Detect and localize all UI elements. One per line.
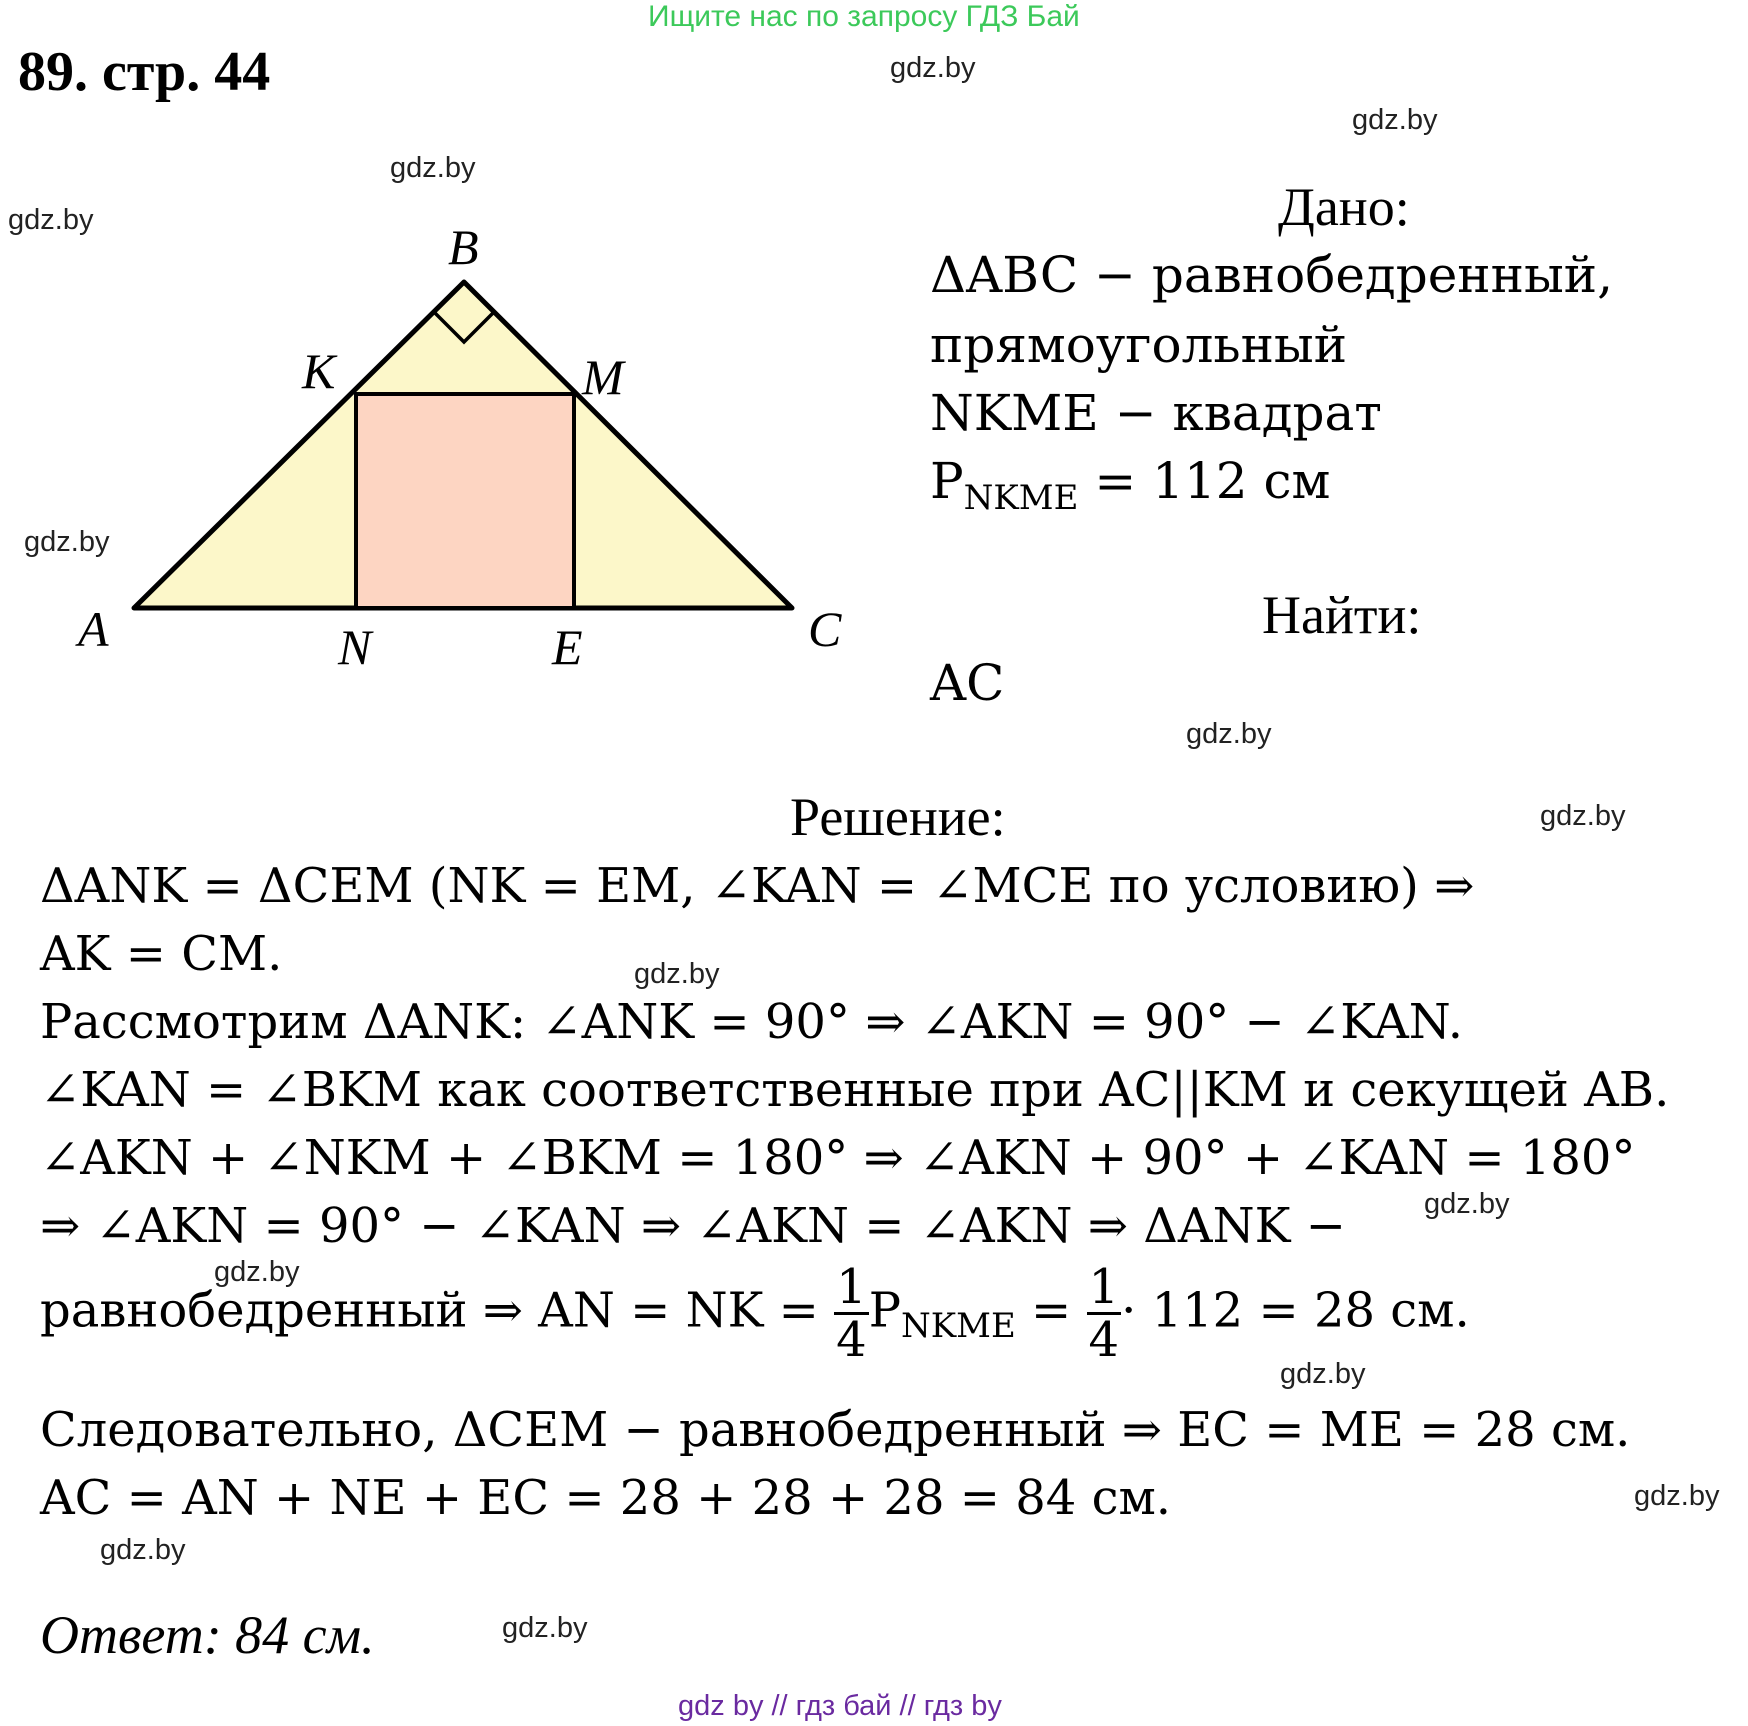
watermark: gdz.by — [1634, 1480, 1720, 1512]
point-label-k: K — [302, 343, 336, 399]
solution-line: ΔANK = ΔCEM (NK = EM, ∠KAN = ∠MCE по условию) ⇒ — [40, 858, 1475, 914]
watermark: gdz.by — [634, 958, 720, 990]
solution-line: ∠AKN + ∠NKM + ∠BKM = 180° ⇒ ∠AKN + 90° + ∠KAN = 180° — [40, 1130, 1636, 1186]
solution-line: Рассмотрим ΔANK: ∠ANK = 90° ⇒ ∠AKN = 90° − ∠KAN. — [40, 994, 1463, 1050]
given-heading: Дано: — [1278, 177, 1410, 237]
point-label-e: E — [552, 619, 583, 675]
point-label-m: M — [582, 349, 624, 405]
given-line: прямоугольный — [930, 316, 1348, 374]
top-banner[interactable]: Ищите нас по запросу ГДЗ Бай — [648, 0, 1080, 33]
solution-line: AK = CM. — [40, 926, 283, 982]
watermark: gdz.by — [1540, 800, 1626, 832]
watermark: gdz.by — [24, 526, 110, 558]
watermark: gdz.by — [100, 1534, 186, 1566]
footer-links[interactable]: gdz by // гдз бай // гдз by — [678, 1690, 1002, 1722]
find-value: AC — [930, 654, 1005, 712]
solution-heading: Решение: — [790, 787, 1006, 847]
fraction: $\frac{1}{4}$ — [1088, 1259, 1120, 1369]
point-label-n: N — [338, 619, 372, 675]
given-perimeter: $P_{NKME} = 112$ см — [930, 452, 1331, 518]
point-label-a: A — [78, 601, 109, 657]
watermark: gdz.by — [1352, 104, 1438, 136]
answer: Ответ: 84 см. — [40, 1605, 375, 1665]
watermark: gdz.by — [1424, 1188, 1510, 1220]
point-label-b: B — [448, 219, 479, 275]
solution-line: ∠KAN = ∠BKM как соответственные при AC||KM и секущей AB. — [40, 1062, 1670, 1118]
watermark: gdz.by — [214, 1256, 300, 1288]
watermark: gdz.by — [890, 52, 976, 84]
given-line: NKME − квадрат — [930, 384, 1382, 442]
watermark: gdz.by — [1280, 1358, 1366, 1390]
find-heading: Найти: — [1262, 585, 1422, 645]
solution-line: AC = AN + NE + EC = 28 + 28 + 28 = 84 см. — [40, 1470, 1172, 1526]
square-nkme — [356, 394, 574, 608]
fraction: $\frac{1}{4}$ — [836, 1259, 867, 1369]
given-line: ΔABC − равнобедренный, — [930, 246, 1613, 304]
solution-line: ⇒ ∠AKN = 90° − ∠KAN ⇒ ∠AKN = ∠AKN ⇒ ΔANK − — [40, 1198, 1346, 1254]
watermark: gdz.by — [390, 152, 476, 184]
watermark: gdz.by — [1186, 718, 1272, 750]
problem-title: 89. стр. 44 — [18, 41, 271, 103]
watermark: gdz.by — [502, 1612, 588, 1644]
point-label-c: C — [808, 601, 842, 657]
solution-line: Следовательно, ΔCEM − равнобедренный ⇒ EC = ME = 28 см. — [40, 1402, 1631, 1458]
triangle-figure — [60, 220, 860, 680]
solution-line-fraction: равнобедренный ⇒ AN = NK = $\frac{1}{4}$ $P_{NKME}$ = $\frac{1}{4}$ · 112 = 28 см. — [40, 1259, 1470, 1369]
watermark: gdz.by — [8, 204, 94, 236]
